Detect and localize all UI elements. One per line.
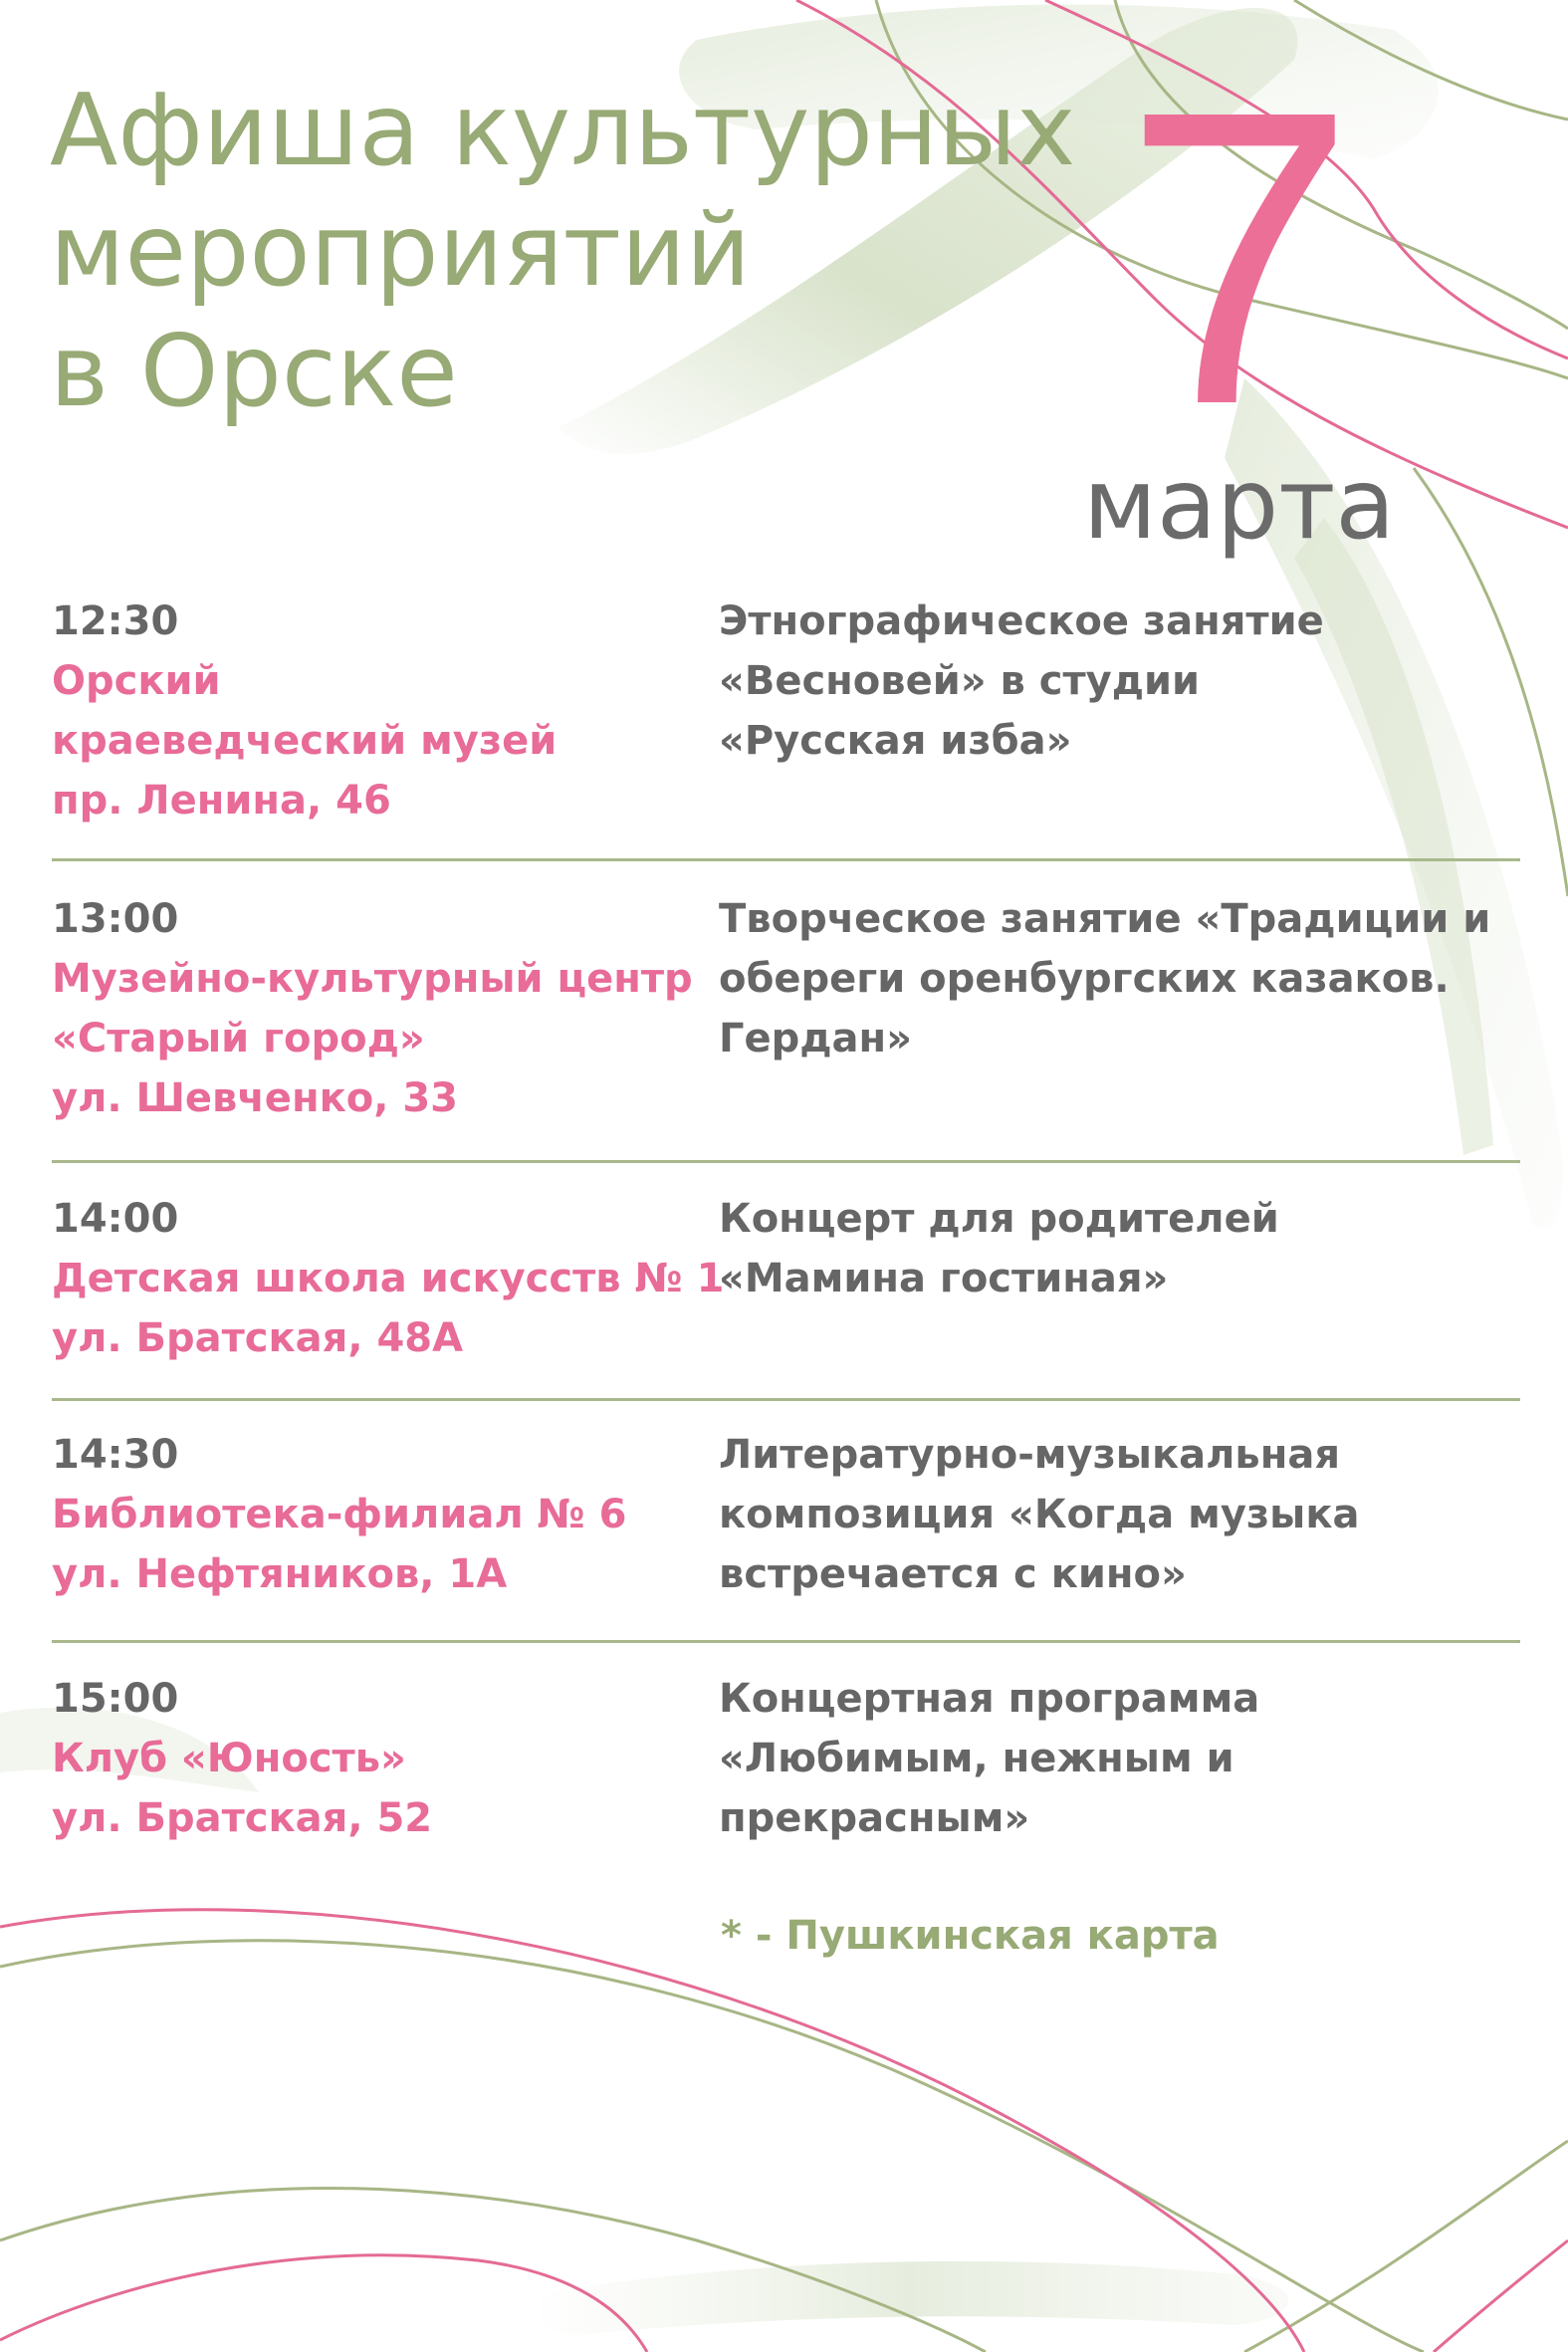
pushkin-card-footnote: * - Пушкинская карта bbox=[721, 1913, 1220, 1959]
event-venue bbox=[52, 861, 719, 1160]
date-month: марта bbox=[1083, 448, 1396, 562]
event-description-line: Литературно-музыкальная bbox=[719, 1432, 1341, 1478]
event-row bbox=[52, 591, 1520, 861]
event-description-line: «Любимым, нежным и bbox=[719, 1736, 1234, 1781]
event-description-line: «Русская изба» bbox=[719, 718, 1072, 764]
event-description-line: Творческое занятие «Традиции и bbox=[719, 896, 1491, 942]
event-place-line: ул. Нефтяников, 1А bbox=[52, 1551, 508, 1597]
event-venue bbox=[52, 591, 719, 858]
event-place-line: Орский bbox=[52, 658, 221, 704]
event-place-line: краеведческий музей bbox=[52, 718, 558, 764]
event-venue bbox=[52, 1401, 719, 1640]
event-time: 12:30 bbox=[52, 598, 179, 644]
event-description-line: композиция «Когда музыка bbox=[719, 1492, 1360, 1537]
event-place-line: Библиотека-филиал № 6 bbox=[52, 1492, 627, 1537]
event-description-line: Концерт для родителей bbox=[719, 1196, 1279, 1242]
event-place-line: ул. Шевченко, 33 bbox=[52, 1075, 458, 1121]
event-description-line: Концертная программа bbox=[719, 1676, 1260, 1722]
event-description-line: встречается с кино» bbox=[719, 1551, 1187, 1597]
event-description-line: «Весновей» в студии bbox=[719, 658, 1201, 704]
event-place-line: «Старый город» bbox=[52, 1016, 425, 1061]
title-line: в Орске bbox=[50, 313, 458, 429]
event-description-line: Этнографическое занятие bbox=[719, 598, 1324, 644]
event-place-line: ул. Братская, 48А bbox=[52, 1315, 464, 1361]
event-place-line: пр. Ленина, 46 bbox=[52, 778, 391, 823]
date-day: 7 bbox=[1123, 25, 1356, 492]
title-line: мероприятий bbox=[50, 192, 751, 309]
event-description bbox=[719, 591, 1520, 858]
event-place-line: Клуб «Юность» bbox=[52, 1736, 406, 1781]
event-venue bbox=[52, 1643, 719, 1882]
event-row bbox=[52, 1163, 1520, 1401]
event-description bbox=[719, 861, 1520, 1160]
event-row bbox=[52, 861, 1520, 1163]
event-description-line: «Мамина гостиная» bbox=[719, 1256, 1169, 1301]
title-line: Афиша культурных bbox=[50, 72, 1076, 188]
event-row bbox=[52, 1643, 1520, 1882]
event-description-line: Гердан» bbox=[719, 1016, 913, 1061]
event-venue bbox=[52, 1163, 725, 1398]
event-place-line: Детская школа искусств № 1 bbox=[52, 1256, 725, 1301]
event-time: 15:00 bbox=[52, 1676, 179, 1722]
event-time: 14:30 bbox=[52, 1432, 179, 1478]
events-schedule bbox=[52, 591, 1520, 1882]
event-description bbox=[719, 1401, 1520, 1640]
event-time: 13:00 bbox=[52, 896, 179, 942]
event-row bbox=[52, 1401, 1520, 1643]
event-place-line: Музейно-культурный центр bbox=[52, 956, 693, 1002]
event-place-line: ул. Братская, 52 bbox=[52, 1795, 433, 1841]
event-description bbox=[719, 1163, 1520, 1398]
event-time: 14:00 bbox=[52, 1196, 179, 1242]
poster-title bbox=[50, 70, 1075, 431]
event-description-line: обереги оренбургских казаков. bbox=[719, 956, 1450, 1002]
event-description bbox=[719, 1643, 1520, 1882]
event-description-line: прекрасным» bbox=[719, 1795, 1030, 1841]
